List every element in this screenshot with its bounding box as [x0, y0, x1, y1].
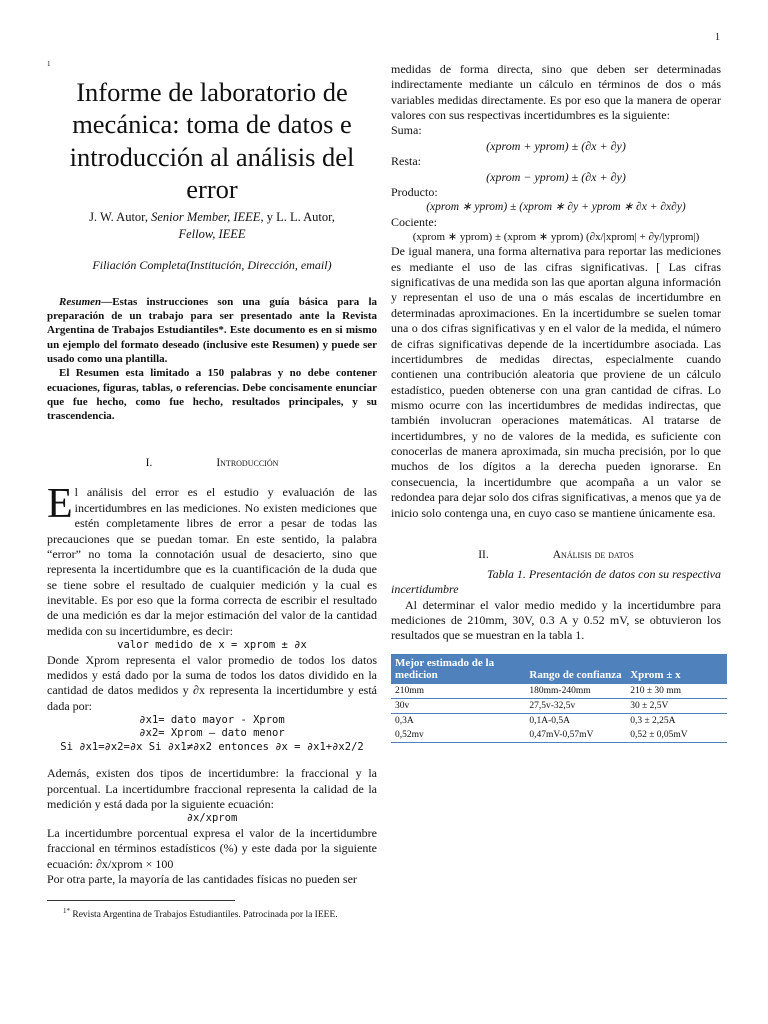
- drop-cap: E: [47, 481, 73, 528]
- table-cell: 0,1A-0,5A: [529, 715, 571, 726]
- suma-label: Suma:: [391, 123, 422, 138]
- author-1: J. W. Autor,: [89, 210, 152, 225]
- equation-fractional: ∂x/xprom: [186, 812, 238, 825]
- author-separator: , y L. L. Autor,: [260, 210, 335, 225]
- table-header-cell: Rango de confianza: [525, 654, 626, 684]
- table-cell: 0,3 ± 2,25A: [630, 715, 676, 726]
- table-cell: 0,52 ± 0,05mV: [626, 728, 727, 743]
- table-cell: 27,5v-32,5v: [525, 698, 626, 713]
- table-cell: 210mm: [391, 684, 525, 699]
- right-p1: medidas de forma directa, sino que deben ser determinadas indirectamente mediante un cálculo en términos de dos o más variables medidas directamente. Es por eso que la manera de operar valores con sus respectivas incertidumbres es la siguiente:: [391, 62, 721, 123]
- section-heading-1: [47, 457, 377, 469]
- equation-dx1: ∂x1= dato mayor - Xprom: [139, 713, 285, 726]
- producto-label: Producto:: [391, 184, 438, 199]
- author-2-role: Fellow, IEEE: [178, 226, 246, 241]
- page-number: 1: [715, 32, 720, 43]
- table-row: [391, 698, 727, 713]
- table-header-row: [391, 654, 727, 684]
- table-cell: 0,3A: [395, 715, 414, 726]
- abstract: [47, 295, 377, 424]
- table-caption: Tabla 1. Presentación de datos con su respectiva incertidumbre: [391, 566, 721, 597]
- equation-dx2: ∂x2= Xprom – dato menor: [139, 727, 285, 740]
- footnote-marker: 1: [47, 60, 51, 68]
- paper-title: Informe de laboratorio de mecánica: toma de datos e introducción al análisis del error: [69, 77, 355, 204]
- section-1-title: Introducción: [216, 457, 279, 470]
- section-2-number: II.: [478, 548, 489, 561]
- left-column: [47, 60, 377, 887]
- section-1-number: I.: [145, 457, 153, 470]
- intro-p3: Además, existen dos tipos de incertidumbre: la fraccional y la porcentual. La incertidumbre fraccional representa la calidad de la medición y está dada por la siguiente ecuación:: [47, 766, 377, 811]
- footnote-text: Revista Argentina de Trabajos Estudiantiles. Patrocinada por la IEEE.: [70, 910, 338, 921]
- table-cell: 30 ± 2,5V: [626, 698, 727, 713]
- abstract-lead: Resumen: [59, 295, 102, 308]
- producto-equation: (xprom ∗ yprom) ± (xprom ∗ ∂y + yprom ∗ ∂x + ∂x∂y): [426, 201, 686, 214]
- table-cell: 30v: [391, 698, 525, 713]
- intro-p4: La incertidumbre porcentual expresa el valor de la incertidumbre fraccional en términos estadísticos (%) y este dada por la siguiente ecuación: ∂x/xprom × 100: [47, 825, 377, 871]
- abstract-p2: El Resumen esta limitado a 150 palabras y no debe contener ecuaciones, figuras, tablas, o referencias. Debe concisamente enunciar que fue hecho, como fue hecho, resultados principales, y su trascendencia.: [47, 367, 377, 423]
- suma-equation: (xprom + yprom) ± (∂x + ∂y): [486, 138, 626, 153]
- footnote: [47, 900, 377, 920]
- intro-p2: Donde Xprom representa el valor promedio de todos los datos medidos y está dado por la suma de todos los datos dividido en la cantidad de datos medidos y ∂x representa la incertidumbre y está dada por:: [47, 652, 377, 713]
- resta-label: Resta:: [391, 154, 421, 169]
- table-header-cell: Mejor estimado de la medicion: [391, 654, 525, 684]
- table-cell: 0,52mv: [391, 728, 525, 743]
- introduction-body: [47, 481, 377, 887]
- table-cell: 180mm-240mm: [525, 684, 626, 699]
- footnote-rule: [47, 900, 235, 901]
- footnote-number: 1*: [63, 907, 70, 915]
- table-header-cell: Xprom ± x: [626, 654, 727, 684]
- author-1-role: Senior Member, IEEE: [151, 210, 261, 225]
- table-row: [391, 713, 727, 728]
- cociente-equation: (xprom ∗ yprom) ± (xprom ∗ yprom) (∂x/|xprom| + ∂y/|yprom|): [412, 231, 700, 244]
- right-p2: De igual manera, una forma alternativa para reportar las mediciones es mediante el uso de las cifras significativas. [ Las cifras significativas de una medida son las que aportan alguna información y representan el uso de una o más escalas de incertidumbre en determinadas aproximaciones. En la incertidumbre se suelen tomar una o dos cifras significativas y en el valor de la medida, el número de cifras significativas depende de la incertidumbre asociada. Las incertidumbres de medidas directas, especialmente cuando contienen una contribución aleatoria que proviene de un cálculo estadístico, pueden obtenerse con una gran cantidad de cifras. Lo mismo ocurre con las incertidumbres de medidas indirectas, que también involucran operaciones matemáticas. Al tratarse de incertidumbres, y no de valores de la medida, es suficiente con conocerlas de manera aproximada, sin mucha precisión, por lo que muchos de los dígitos a la derecha pueden ignorarse. En consecuencia, la incertidumbre que acompaña a un valor se redondea para dejar solo dos cifras significativas, a menos que ya de inicio solo contenga una, en cuyo caso se mantiene únicamente esa.: [391, 244, 721, 520]
- table-cell: 210 ± 30 mm: [626, 684, 727, 699]
- intro-p1: l análisis del error es el estudio y evaluación de las incertidumbres en las mediciones. No existen mediciones que estén completamente libres de error a pesar de todas las precauciones que se puedan tomar. En este sentido, la palabra “error” no toma la connotación usual de desacierto, sino que representa la incertidumbre que es la cuantificación de la duda que se tiene sobre el resultado de cualquier medición y la cual es inevitable. Es por eso que la forma correcta de escribir el resultado de una medición es dar la mejor estimación del valor de la cantidad medida con su incertidumbre, es decir:: [47, 485, 377, 638]
- section-2-title: Análisis de datos: [552, 548, 634, 561]
- data-table: [391, 654, 727, 743]
- section-heading-2: [391, 549, 721, 561]
- equation-measured-value: valor medido de x = xprom ± ∂x: [117, 639, 307, 652]
- table-row: [391, 684, 727, 699]
- table-row: [391, 728, 727, 743]
- intro-p5: Por otra parte, la mayoría de las cantidades físicas no pueden ser: [47, 871, 357, 886]
- right-column: [391, 62, 721, 743]
- table-cell: 0,47mV-0,57mV: [525, 728, 626, 743]
- cociente-label: Cociente:: [391, 214, 437, 229]
- equation-dx-condition: Si ∂x1=∂x2=∂x Si ∂x1≠∂x2 entonces ∂x = ∂x1+∂x2/2: [60, 740, 364, 753]
- abstract-p1: —Estas instrucciones son una guía básica para la preparación de un trabajo para ser presentado ante la Revista Argentina de Trabajos Estudiantiles*. Este documento es en si mismo un ejemplo del formato deseado (inclusive este Resumen) y puede ser usado como una plantilla.: [47, 295, 377, 365]
- authors: [47, 209, 377, 242]
- affiliation: Filiación Completa(Institución, Dirección, email): [92, 257, 332, 272]
- table-intro: Al determinar el valor medio medido y la incertidumbre para mediciones de 210mm, 30V, 0.3 A y 0.52 mV, se obtuvieron los resultados que se muestran en la tabla 1.: [391, 597, 721, 643]
- resta-equation: (xprom − yprom) ± (∂x + ∂y): [486, 169, 626, 184]
